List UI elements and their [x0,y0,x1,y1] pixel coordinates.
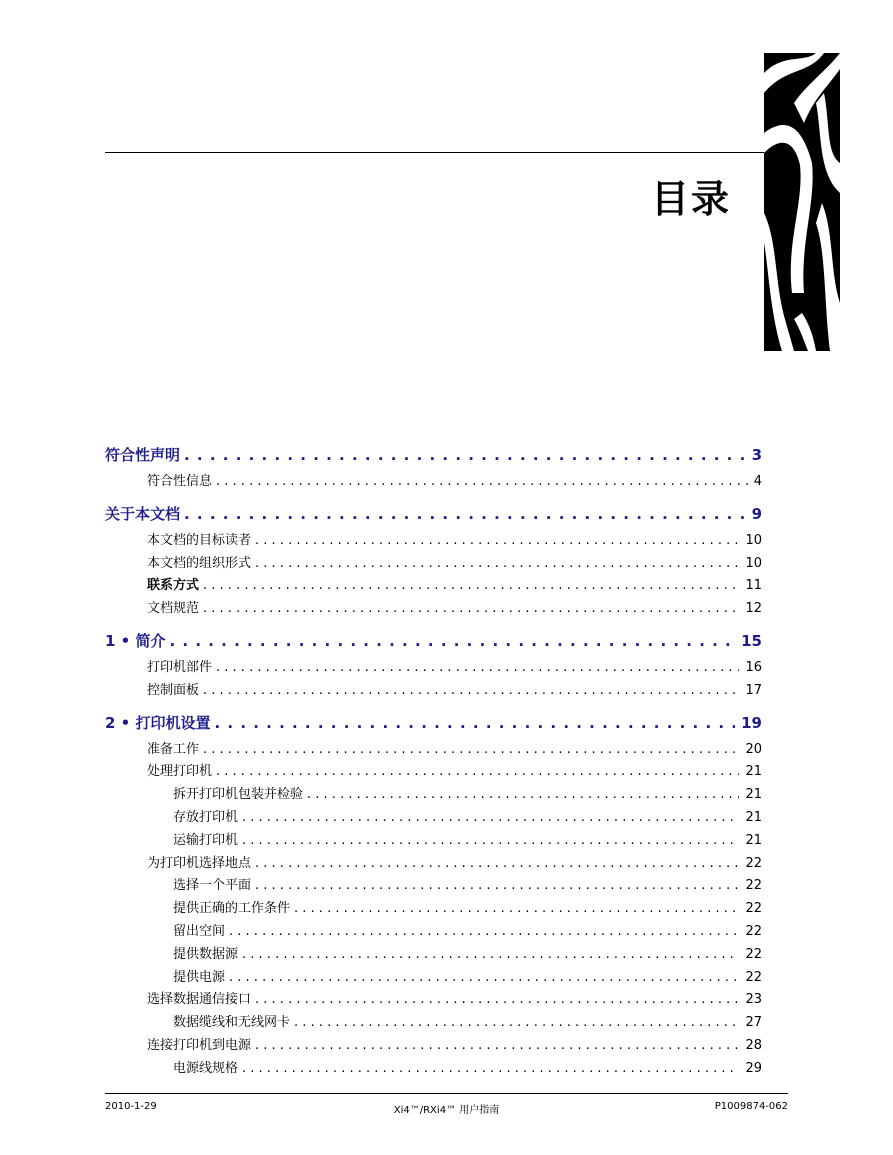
toc-entry[interactable] [173,1012,762,1035]
toc-leader-dots [203,680,739,703]
toc-entry[interactable] [147,989,762,1012]
toc-entry-label: 本文档的目标读者 [147,532,252,548]
toc-entry-label: 符合性信息 [147,474,213,489]
toc-leader-dots [242,807,739,830]
toc-page-number: 23 [745,992,762,1008]
toc-entry[interactable] [147,680,762,703]
toc-page-number: 21 [745,764,762,780]
footer-doc-number: P1009874-062 [714,1101,788,1112]
toc-leader-dots [184,499,746,530]
toc-chapter-entry[interactable] [105,499,762,530]
toc-page-number: 29 [745,1060,762,1076]
toc-entry-label: 联系方式 [147,578,200,594]
toc-leader-dots [216,471,748,494]
toc-page-number: 12 [745,601,762,617]
page-title: 目录 [650,177,731,221]
toc-page-number: 21 [745,787,762,803]
toc-entry-label: 本文档的组织形式 [147,555,252,571]
toc-leader-dots [255,989,739,1012]
toc-entry-label: 2 • 打印机设置 [105,713,211,732]
toc-entry[interactable] [147,739,762,762]
toc-chapter-entry[interactable] [105,626,762,657]
toc-page-number: 22 [745,878,762,894]
toc-entry-label: 选择一个平面 [173,878,252,894]
toc-leader-dots [255,875,739,898]
toc-page-number: 16 [745,659,762,675]
toc-entry-label: 关于本文档 [105,504,181,523]
toc-entry[interactable] [147,471,762,494]
toc-page-number: 22 [745,946,762,962]
toc-leader-dots [307,784,739,807]
toc-entry-label: 符合性声明 [105,446,181,464]
toc-leader-dots [294,898,739,921]
toc-entry[interactable] [147,553,762,576]
toc-page-number: 10 [745,555,762,571]
footer-guide-title: Xi4™/RXi4™ 用户指南 [393,1105,500,1116]
toc-entry-label: 提供数据源 [173,946,239,962]
toc-entry-label: 1 • 简介 [105,631,166,650]
toc-entry[interactable] [173,898,762,921]
toc-entry[interactable] [173,967,762,990]
table-of-contents [105,440,762,1081]
toc-entry-label: 存放打印机 [173,809,239,825]
toc-page-number: 22 [745,923,762,939]
toc-page-number: 28 [745,1037,762,1053]
toc-page-number: 15 [741,631,762,650]
toc-page-number: 22 [745,855,762,871]
toc-leader-dots [214,708,735,739]
toc-entry[interactable] [147,530,762,553]
footer-date: 2010-1-29 [105,1101,157,1112]
toc-leader-dots [255,853,739,876]
toc-leader-dots [216,761,739,784]
toc-entry[interactable] [173,830,762,853]
toc-entry-label: 运输打印机 [173,832,239,848]
toc-leader-dots [169,626,735,657]
toc-entry[interactable] [147,575,762,598]
footer-rule [105,1093,788,1094]
toc-entry-label: 打印机部件 [147,659,213,675]
toc-leader-dots [255,553,739,576]
toc-page-number: 19 [741,713,762,732]
toc-page-number: 21 [745,832,762,848]
toc-entry-label: 文档规范 [147,601,200,617]
toc-entry-label: 电源线规格 [173,1060,239,1076]
toc-entry[interactable] [147,598,762,621]
toc-page-number: 4 [753,474,762,489]
toc-page-number: 10 [745,532,762,548]
toc-leader-dots [203,739,739,762]
toc-leader-dots [255,1035,739,1058]
toc-leader-dots [242,1058,739,1081]
toc-entry[interactable] [147,657,762,680]
toc-leader-dots [203,575,739,598]
toc-entry[interactable] [147,761,762,784]
toc-page-number: 20 [745,741,762,757]
toc-leader-dots [216,657,739,680]
toc-entry-label: 留出空间 [173,923,226,939]
zebra-stripe-logo [764,53,840,351]
toc-chapter-entry[interactable] [105,708,762,739]
toc-page-number: 3 [751,446,762,464]
toc-entry[interactable] [173,1058,762,1081]
toc-entry-label: 处理打印机 [147,764,213,780]
toc-entry-label: 拆开打印机包装并检验 [173,787,304,803]
toc-entry-label: 提供正确的工作条件 [173,901,291,917]
toc-entry-label: 提供电源 [173,969,226,985]
toc-entry[interactable] [147,1035,762,1058]
toc-entry-label: 为打印机选择地点 [147,855,252,871]
toc-entry-label: 数据缆线和无线网卡 [173,1015,291,1031]
toc-entry-label: 控制面板 [147,682,200,698]
toc-leader-dots [242,830,739,853]
toc-leader-dots [242,944,739,967]
toc-entry[interactable] [173,784,762,807]
toc-page-number: 22 [745,901,762,917]
toc-leader-dots [229,921,739,944]
toc-page-number: 17 [745,682,762,698]
toc-page-number: 11 [745,578,762,594]
toc-entry[interactable] [147,853,762,876]
toc-entry-label: 选择数据通信接口 [147,992,252,1008]
toc-entry[interactable] [173,875,762,898]
toc-entry[interactable] [173,807,762,830]
toc-page-number: 9 [751,504,762,523]
toc-leader-dots [255,530,739,553]
toc-page-number: 21 [745,809,762,825]
toc-entry[interactable] [173,921,762,944]
toc-leader-dots [184,440,746,471]
toc-page-number: 27 [745,1015,762,1031]
toc-entry-label: 连接打印机到电源 [147,1037,252,1053]
toc-leader-dots [203,598,739,621]
toc-page-number: 22 [745,969,762,985]
toc-chapter-entry[interactable] [105,440,762,471]
toc-leader-dots [229,967,739,990]
toc-leader-dots [294,1012,739,1035]
toc-entry[interactable] [173,944,762,967]
header-rule [105,152,764,153]
toc-entry-label: 准备工作 [147,741,200,757]
